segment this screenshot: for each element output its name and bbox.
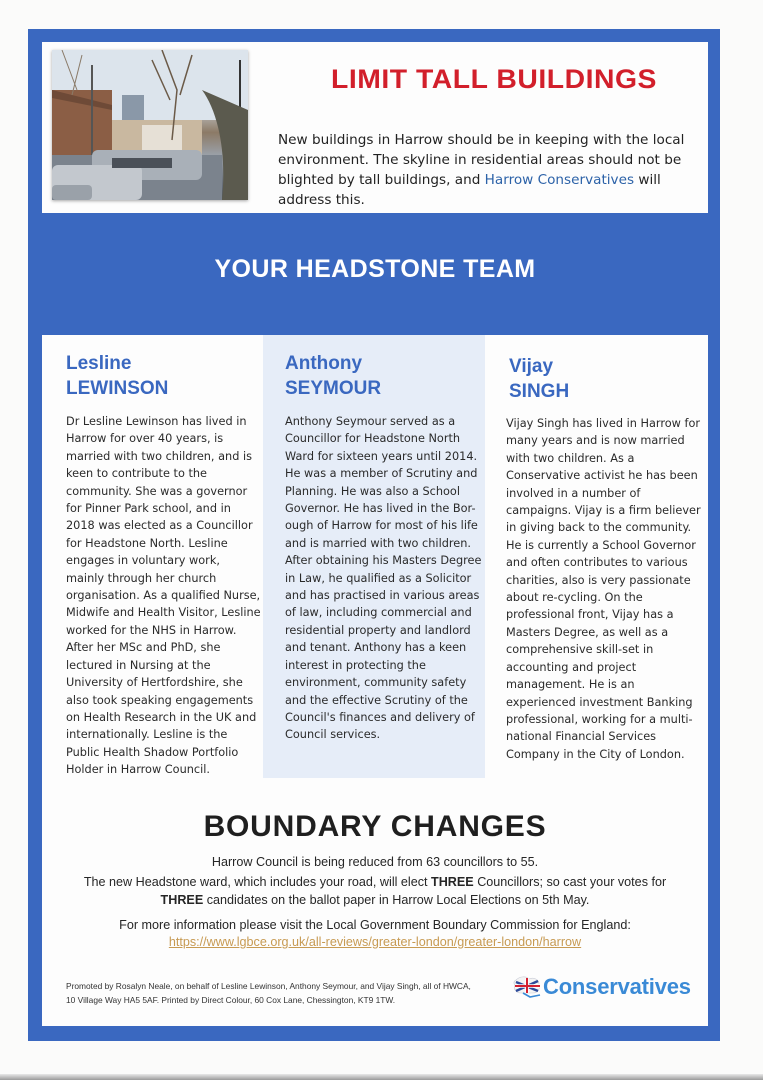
- candidate-last-name: SINGH: [509, 381, 570, 402]
- candidate-bio: Anthony Seymour served as a Councillor for Headstone North Ward for sixteen years until 2014. He was a member of Scrutiny and Planning. He was also a School Governor. He has lived in the Bor-ough of Harrow for most of his life and is married with two children. After obtaining his Masters Degree in Law, he qualified as a Solicitor and has practised in various areas of law, including commercial and residential property and landlord and tenant. Anthony has a keen interest in protecting the environment, community safety and the effective Scrutiny of the Council's finances and delivery of Council services.: [285, 415, 482, 742]
- logo-wordmark: Conservatives: [543, 974, 691, 999]
- candidate-column: [42, 335, 263, 796]
- lgbce-link[interactable]: https://www.lgbce.org.uk/all-reviews/greater-london/greater-london/harrow: [168, 935, 582, 949]
- tall-buildings-panel: [42, 42, 708, 213]
- page-edge: [0, 1074, 763, 1080]
- candidate-first-name: Vijay: [509, 356, 554, 377]
- emphasis-three: THREE: [160, 893, 204, 907]
- boundary-info: For more information please visit the Local Government Boundary Commission for England:: [119, 918, 631, 932]
- emphasis-three: THREE: [431, 875, 474, 889]
- tall-buildings-title: LIMIT TALL BUILDINGS: [331, 64, 657, 94]
- team-heading: YOUR HEADSTONE TEAM: [214, 255, 536, 283]
- street-photo: [52, 50, 248, 200]
- conservatives-logo: [512, 974, 691, 1000]
- imprint: [66, 979, 506, 1007]
- harrow-conservatives-highlight: Harrow Conservatives: [484, 172, 635, 188]
- candidate-bio: Dr Lesline Lewinson has lived in Harrow for over 40 years, is married with two children, and is keen to contribute to the community. She was a governor for Pinner Park school, and in 2018 was elected as a Councillor for Headstone North. Lesline engages in voluntary work, mainly through her church organisation. As a qualified Nurse, Midwife and Health Visitor, Lesline worked for the NHS in Harrow. After her MSc and PhD, she lectured in Nursing at the University of Hertfordshire, she also took speaking engagements on Health Research in the UK and internationally. Lesline is the Public Health Shadow Portfolio Holder in Harrow Council.: [66, 415, 261, 777]
- tall-buildings-text-end: will address this.: [278, 172, 661, 208]
- boundary-text: candidates on the ballot paper in Harrow Local Elections on 5th May.: [203, 893, 590, 907]
- street-photo-illustration: [52, 50, 248, 200]
- candidate-column: [263, 335, 485, 778]
- boundary-text: The new Headstone ward, which includes your road, will elect: [83, 875, 432, 889]
- imprint-line-2: 10 Village Way HA5 5AF. Printed by Direct Colour, 60 Cox Lane, Chessington, KT9 1TW.: [66, 995, 396, 1005]
- candidate-first-name: Lesline: [66, 353, 132, 374]
- team-columns: [42, 335, 708, 796]
- candidate-last-name: LEWINSON: [66, 378, 169, 399]
- boundary-line-2: [42, 875, 708, 889]
- imprint-line-1: Promoted by Rosalyn Neale, on behalf of Lesline Lewinson, Anthony Seymour, and Vijay Singh, all of HWCA,: [66, 981, 471, 991]
- candidate-last-name: SEYMOUR: [285, 378, 382, 399]
- boundary-text: Councillors; so cast your votes for: [473, 875, 667, 889]
- tall-buildings-text: New buildings in Harrow should be in keeping with the local environment. The skyline in residential areas should not be blighted by tall buildings, and: [278, 132, 685, 188]
- candidate-column: [485, 335, 708, 796]
- candidate-first-name: Anthony: [285, 353, 363, 374]
- union-flag-tree-icon: [512, 976, 542, 998]
- boundary-changes-title: BOUNDARY CHANGES: [203, 810, 547, 843]
- boundary-link-row: [42, 935, 708, 949]
- boundary-changes-panel: [42, 796, 708, 1026]
- candidate-bio: Vijay Singh has lived in Harrow for many years and is now married with two children. As a Conservative activist he has been involved in a number of campaigns. Vijay is a firm believer in giving back to the community. He is currently a School Governor and often contributes to various charities, also is very passionate about re-cycling. On the professional front, Vijay has a Masters Degree, as well as a comprehensive skill-set in accounting and project management. He is an experienced investment Banking professional, working for a multi-national Financial Services Company in the City of London.: [506, 417, 701, 761]
- boundary-line-1: Harrow Council is being reduced from 63 councillors to 55.: [211, 855, 539, 869]
- tall-buildings-body: [278, 130, 698, 210]
- boundary-line-3: [42, 893, 708, 907]
